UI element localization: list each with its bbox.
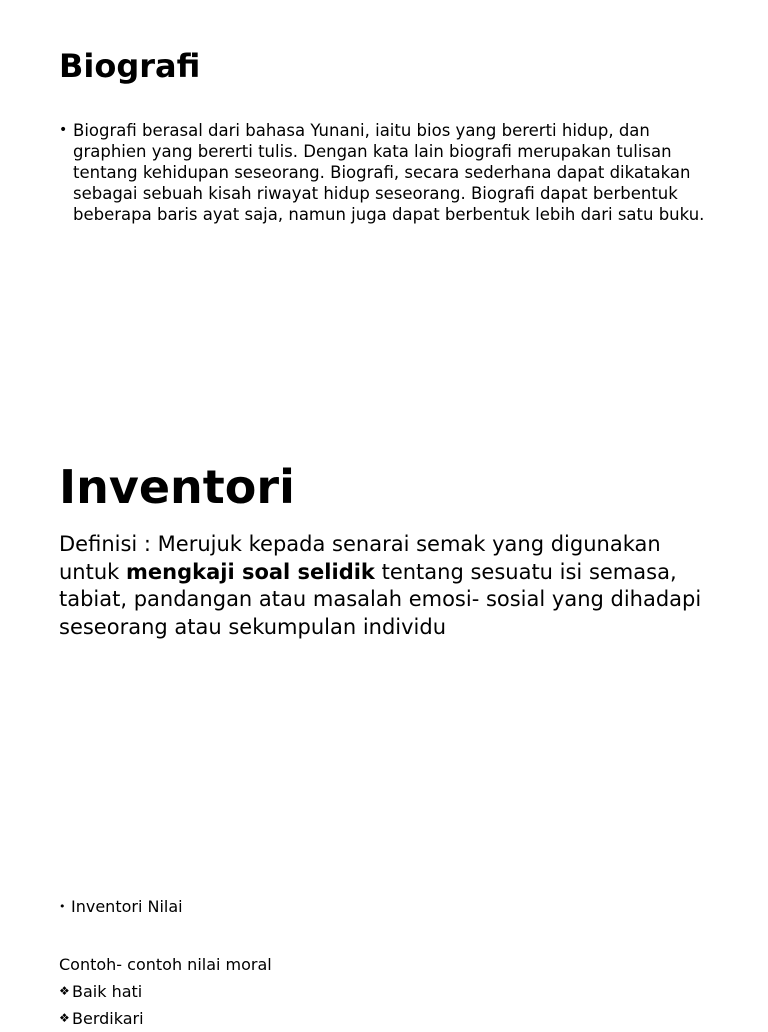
list-item-label: Berdikari <box>72 1009 144 1028</box>
definition-prefix: Definisi : Merujuk kepada senarai semak yang digunakan untuk <box>59 532 661 584</box>
nilai-examples <box>59 951 272 1032</box>
four-diamond-bullet-icon: ❖ <box>59 984 70 998</box>
list-item-label: Baik hati <box>72 982 143 1001</box>
inventori-nilai-label: Inventori Nilai <box>71 897 183 916</box>
inventori-title: Inventori <box>59 460 295 514</box>
bullet-icon: • <box>59 122 68 138</box>
four-diamond-bullet-icon: ❖ <box>59 1011 70 1025</box>
biografi-title: Biografi <box>59 47 201 85</box>
list-item <box>59 978 272 1005</box>
definition-suffix: tentang sesuatu isi semasa, tabiat, pandangan atau masalah emosi- sosial yang dihadapi seseorang atau sekumpulan individu <box>59 559 702 639</box>
biografi-bullet-text: Biografi berasal dari bahasa Yunani, iaitu bios yang bererti hidup, dan graphien yang bererti tulis. Dengan kata lain biografi merupakan tulisan tentang kehidupan seseorang. Biografi, secara sederhana dapat dikatakan sebagai sebuah kisah riwayat hidup seseorang. Biografi dapat berbentuk beberapa baris ayat saja, namun juga dapat berbentuk lebih dari satu buku. <box>73 121 705 224</box>
examples-heading: Contoh- contoh nilai moral <box>59 955 272 974</box>
definition-bold: mengkaji soal selidik <box>126 559 375 584</box>
inventori-definition <box>59 531 719 641</box>
list-item <box>59 1005 272 1032</box>
bullet-icon: • <box>59 900 66 913</box>
examples-heading-row <box>59 951 272 978</box>
inventori-nilai-bullet <box>59 896 183 918</box>
biografi-bullet <box>59 120 719 225</box>
